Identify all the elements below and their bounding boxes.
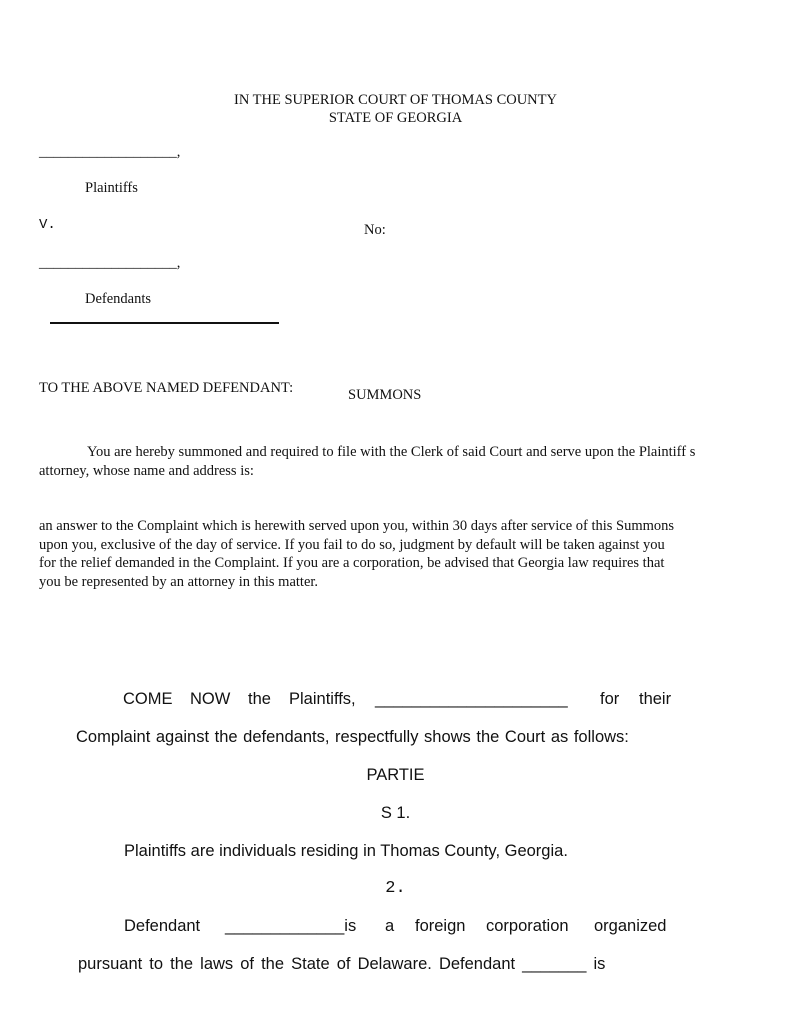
court-heading: IN THE SUPERIOR COURT OF THOMAS COUNTY [233, 92, 557, 108]
complaint-word: for [600, 690, 620, 708]
defendant-name-fill-blank: _____________is [225, 917, 357, 935]
summons-paragraph-2-line: upon you, exclusive of the day of service. If you fail to do so, judgment by default will be taken against you [39, 536, 665, 553]
versus-label: V. [39, 217, 56, 233]
defendants-label: Defendants [85, 291, 152, 307]
summons-paragraph-1-line: You are hereby summoned and required to file with the Clerk of said Court and serve upon the Plaintiff s [87, 444, 696, 460]
summons-paragraph-2-line: you be represented by an attorney in this matter. [39, 573, 319, 590]
parties-heading: PARTIE [366, 766, 425, 784]
complaint-word: NOW [190, 690, 231, 708]
complaint-word: the [248, 690, 271, 708]
defendant-name-blank: ___________________, [39, 255, 181, 271]
summons-title: SUMMONS [348, 387, 422, 403]
complaint-word: Defendant [124, 917, 201, 935]
state-heading: STATE OF GEORGIA [328, 110, 463, 126]
plaintiffs-label: Plaintiffs [85, 180, 138, 196]
case-number-label: No: [364, 222, 386, 238]
summons-paragraph-2-line: an answer to the Complaint which is herewith served upon you, within 30 days after service of this Summons [39, 518, 675, 534]
complaint-intro-line: Complaint against the defendants, respectfully shows the Court as follows: [76, 728, 629, 746]
complaint-word: corporation [486, 917, 569, 935]
delaware-incorporation-line: pursuant to the laws of the State of Delaware. Defendant _______ is [78, 955, 606, 973]
summons-paragraph-1 [39, 443, 695, 480]
complaint-word: foreign [415, 917, 466, 935]
summons-addressee: TO THE ABOVE NAMED DEFENDANT: [39, 380, 294, 396]
section-number-2: 2. [385, 879, 406, 898]
section-number-1: S 1. [380, 804, 411, 822]
complaint-word: their [639, 690, 672, 708]
plaintiff-name-blank: ___________________, [39, 144, 181, 160]
summons-paragraph-2-line: for the relief demanded in the Complaint. If you are a corporation, be advised that Georgia law requires that [39, 555, 665, 571]
summons-paragraph-2 [39, 517, 674, 591]
summons-paragraph-1-line: attorney, whose name and address is: [39, 462, 254, 479]
plaintiffs-residence-paragraph: Plaintiffs are individuals residing in Thomas County, Georgia. [124, 842, 568, 860]
plaintiff-name-fill-blank: _____________________ [375, 690, 568, 708]
complaint-word: COME [123, 690, 173, 708]
complaint-word: Plaintiffs, [289, 690, 356, 708]
complaint-word: organized [594, 917, 667, 935]
caption-divider [50, 322, 279, 324]
complaint-word: a [385, 917, 395, 935]
